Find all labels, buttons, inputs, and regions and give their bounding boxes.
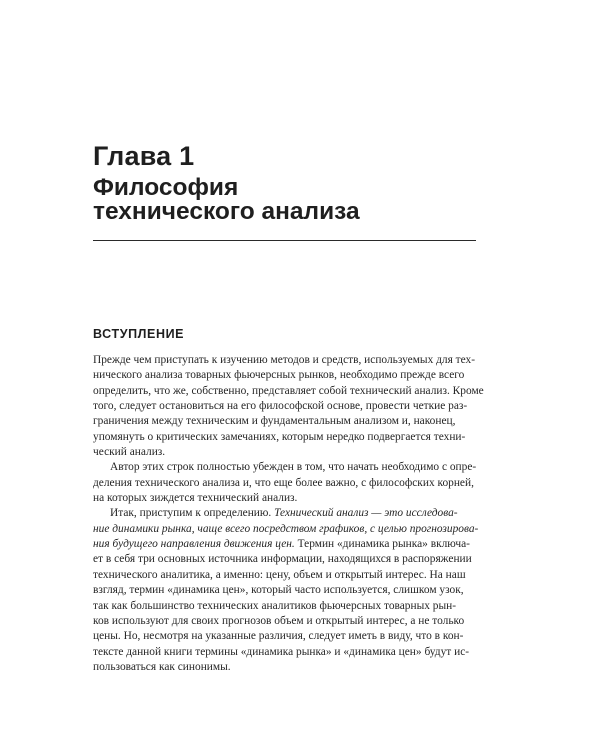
paragraph-line: взгляд, термин «динамика цен», который часто используется, слишком узок,: [93, 584, 464, 597]
paragraph-line: упомянуть о критических замечаниях, которым нередко подвергается техни-: [93, 430, 466, 443]
chapter-label: Глава 1: [93, 141, 195, 171]
paragraph-line: тексте данной книги термины «динамика рынка» и «динамика цен» будут ис-: [93, 645, 470, 658]
paragraph-line: так как большинство технических аналитиков фьючерсных товарных рын-: [93, 599, 457, 612]
paragraph-line: Прежде чем приступать к изучению методов и средств, используемых для тех-: [93, 354, 476, 366]
paragraph-line: Автор этих строк полностью убежден в том, что начать необходимо с опре-: [110, 461, 477, 474]
paragraph-line: технического аналитика, а именно: цену, объем и открытый интерес. На наш: [93, 568, 466, 581]
paragraph-line: того, следует остановиться на его философской основе, провести четкие раз-: [93, 400, 468, 413]
paragraph-line: граничения между техническим и фундаментальным анализом и, наконец,: [93, 415, 456, 428]
chapter-title: [93, 176, 360, 224]
paragraph-line: ков используют для своих прогнозов объем и открытый интерес, а не только: [93, 614, 465, 627]
body-text: [93, 353, 493, 675]
chapter-title-line-1: Философия: [93, 174, 239, 201]
definition-intro: Итак, приступим к определению.: [110, 507, 272, 520]
paragraph-line: ческий анализ.: [93, 446, 166, 459]
paragraph-line: пользоваться как синонимы.: [93, 660, 231, 673]
paragraph-line: на которых зиждется технический анализ.: [93, 492, 298, 505]
paragraph-line: [93, 537, 493, 552]
chapter-title-line-2: технического анализа: [93, 198, 360, 225]
paragraph-line: цены. Но, несмотря на указанные различия, следует иметь в виду, что в кон-: [93, 630, 464, 643]
paragraph-line: [93, 522, 493, 537]
definition-italic: ния будущего направления движения цен.: [93, 538, 295, 551]
chapter-divider: [93, 240, 476, 241]
paragraph-line: деления технического анализа и, что еще более важно, с философских корней,: [93, 476, 474, 489]
definition-italic: ние динамики рынка, чаще всего посредством графиков, с целью прогнозирова-: [93, 522, 479, 535]
paragraph-line: ет в себя три основных источника информации, находящихся в распоряжении: [93, 553, 472, 566]
term-sentence: Термин «динамика рынка» включа-: [297, 538, 470, 551]
paragraph-line: [93, 506, 493, 521]
paragraph-line: определить, что же, собственно, представляет собой технический анализ. Кроме: [93, 384, 484, 397]
definition-italic: Технический анализ — это исследова-: [274, 507, 458, 520]
paragraph-line: нического анализа товарных фьючерсных рынков, необходимо прежде всего: [93, 369, 465, 382]
section-heading: ВСТУПЛЕНИЕ: [93, 327, 185, 341]
